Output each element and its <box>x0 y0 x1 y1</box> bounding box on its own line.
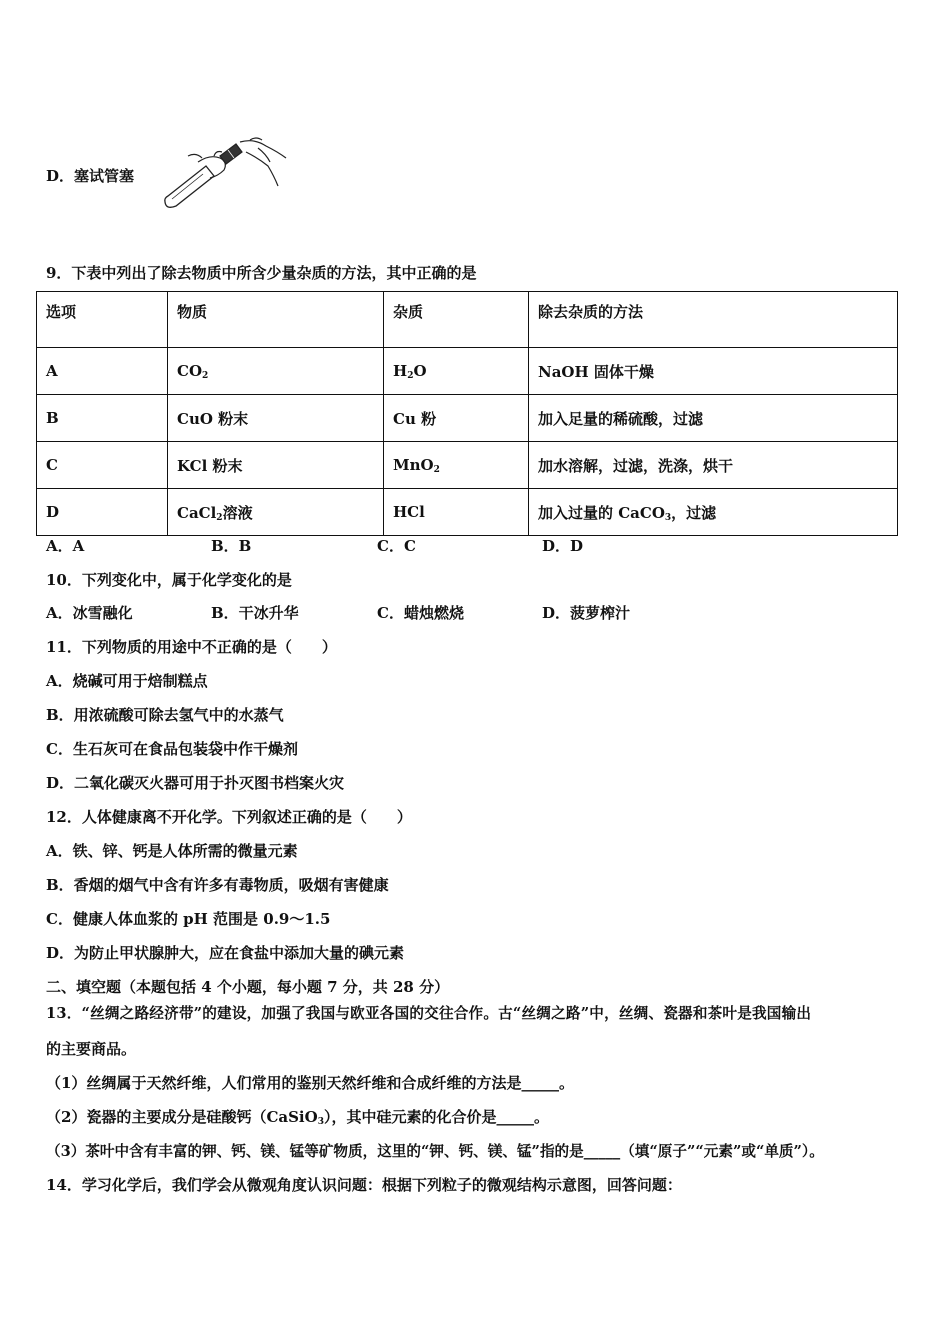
row-substance: $CO_2$ <box>168 348 384 395</box>
row-option: B <box>37 395 168 442</box>
table-row <box>37 442 898 489</box>
header-impurity: 杂质 <box>384 292 529 348</box>
q12-option-b: B．香烟的烟气中含有许多有毒物质，吸烟有害健康 <box>46 876 389 894</box>
q14-stem: 14．学习化学后，我们学会从微观角度认识问题：根据下列粒子的微观结构示意图，回答问题： <box>46 1176 682 1194</box>
q11-option-b: B．用浓硫酸可除去氢气中的水蒸气 <box>46 706 284 724</box>
q11-option-d: D．二氧化碳灭火器可用于扑灭图书档案火灾 <box>46 774 345 792</box>
table-row <box>37 489 898 536</box>
q9-table <box>36 291 898 536</box>
q10-option-c: C．蜡烛燃烧 <box>377 604 464 622</box>
q9-option-d: D．D <box>542 537 584 555</box>
table-row <box>37 395 898 442</box>
q8-option-d: D．塞试管塞 <box>46 167 135 185</box>
q9-option-a: A．A <box>46 537 85 555</box>
row-substance: KCl 粉末 <box>168 442 384 489</box>
q11-stem: 11．下列物质的用途中不正确的是（ ） <box>46 638 337 656</box>
q13-stem-line1: 13．“丝绸之路经济带”的建设，加强了我国与欧亚各国的交往合作。古“丝绸之路”中，丝绸、瓷器和茶叶是我国输出 <box>46 1005 812 1022</box>
q11-option-a: A．烧碱可用于焙制糕点 <box>46 672 208 690</box>
row-method: 加水溶解，过滤，洗涤，烘干 <box>529 442 898 489</box>
q9-option-b: B．B <box>211 537 252 555</box>
row-method: 加入过量的 CaCO$_3$，过滤 <box>529 489 898 536</box>
table-header-row <box>37 292 898 348</box>
q13-stem-line2: 的主要商品。 <box>46 1040 137 1058</box>
row-substance: CaCl$_2$溶液 <box>168 489 384 536</box>
row-method: 加入足量的稀硫酸，过滤 <box>529 395 898 442</box>
header-method: 除去杂质的方法 <box>529 292 898 348</box>
q10-stem: 10．下列变化中，属于化学变化的是 <box>46 571 292 589</box>
row-option: A <box>37 348 168 395</box>
row-option: C <box>37 442 168 489</box>
test-tube <box>165 166 214 207</box>
row-impurity: Cu 粉 <box>384 395 529 442</box>
q12-stem: 12．人体健康离不开化学。下列叙述正确的是（ ） <box>46 808 412 826</box>
header-option: 选项 <box>37 292 168 348</box>
q9-stem: 9．下表中列出了除去物质中所含少量杂质的方法，其中正确的是 <box>46 264 477 282</box>
section-2-title: 二、填空题（本题包括 4 个小题，每小题 7 分，共 28 分） <box>46 978 450 996</box>
q12-option-d: D．为防止甲状腺肿大，应在食盐中添加大量的碘元素 <box>46 944 405 962</box>
table-row <box>37 348 898 395</box>
q13-part-2: （2）瓷器的主要成分是硅酸钙（CaSiO$_3$），其中硅元素的化合价是_____。 <box>46 1108 549 1127</box>
row-method: NaOH 固体干燥 <box>529 348 898 395</box>
row-impurity: MnO$_2$ <box>384 442 529 489</box>
q13-part-3: （3）茶叶中含有丰富的钾、钙、镁、锰等矿物质，这里的“钾、钙、镁、锰”指的是_____（填“原子”“元素”或“单质”）。 <box>46 1143 824 1160</box>
q10-option-b: B．干冰升华 <box>211 604 299 622</box>
q11-option-c: C．生石灰可在食品包装袋中作干燥剂 <box>46 740 298 758</box>
row-impurity: $H_2O$ <box>384 348 529 395</box>
row-substance: CuO 粉末 <box>168 395 384 442</box>
row-impurity: HCl <box>384 489 529 536</box>
rubber-stopper <box>220 144 242 164</box>
q10-option-a: A．冰雪融化 <box>46 604 133 622</box>
q10-option-d: D．菠萝榨汁 <box>542 604 631 622</box>
q12-option-a: A．铁、锌、钙是人体所需的微量元素 <box>46 842 298 860</box>
test-tube-stopper-illustration <box>158 136 293 211</box>
q9-option-c: C．C <box>377 537 416 555</box>
q12-option-c: C．健康人体血浆的 pH 范围是 0.9～1.5 <box>46 910 331 928</box>
q13-part-1: （1）丝绸属于天然纤维，人们常用的鉴别天然纤维和合成纤维的方法是_____。 <box>46 1074 574 1092</box>
row-option: D <box>37 489 168 536</box>
right-hand <box>240 138 286 186</box>
header-substance: 物质 <box>168 292 384 348</box>
